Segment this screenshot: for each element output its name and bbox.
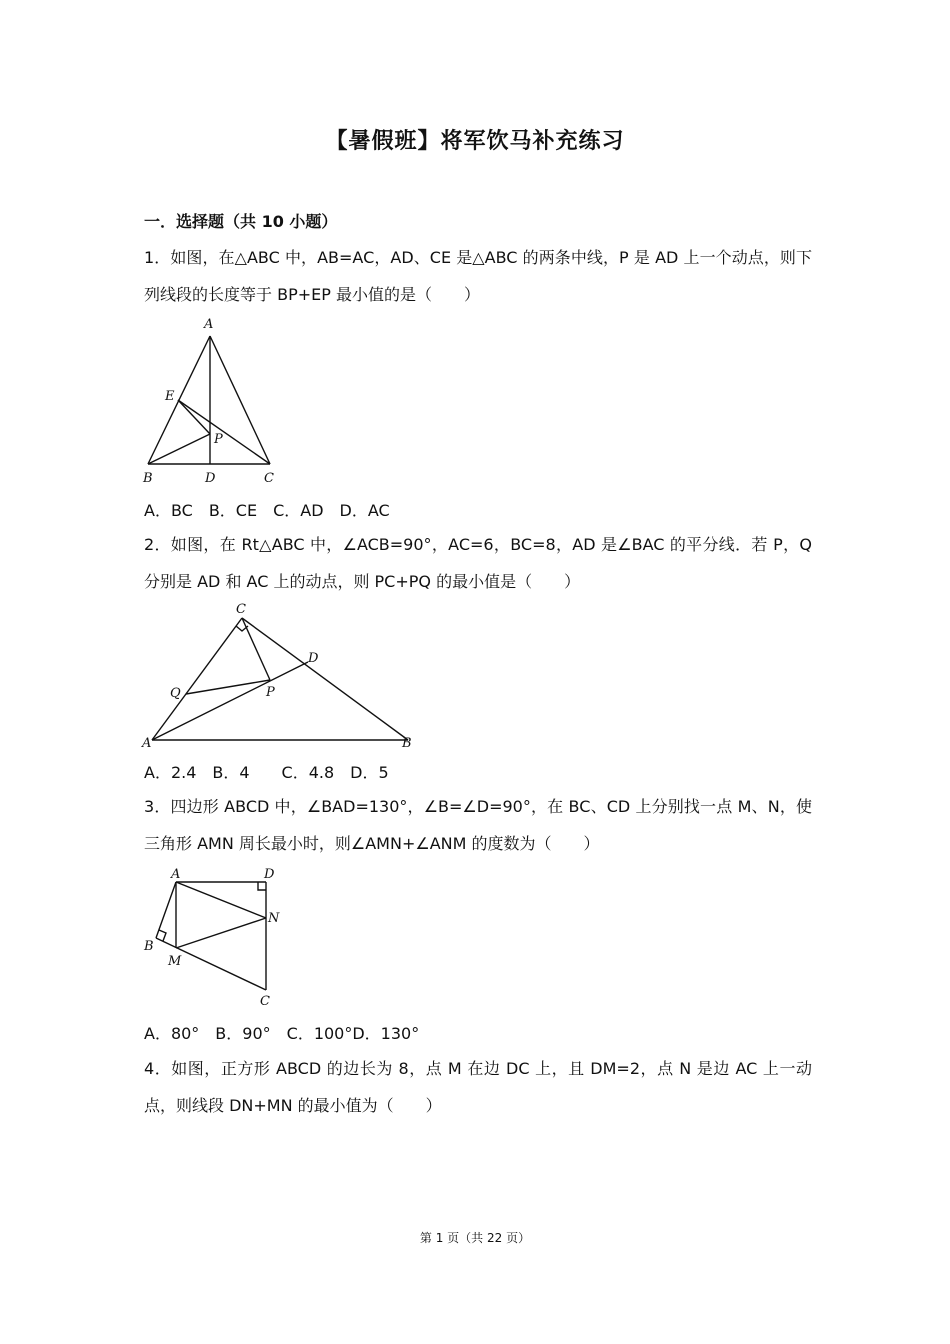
fig3-label-d: D: [264, 867, 275, 882]
question-3-stem: 3．四边形 ABCD 中，∠BAD=130°，∠B=∠D=90°，在 BC、CD 上分别找一点 M、N，使三角形 AMN 周长最小时，则∠AMN+∠ANM 的度数为（ ）: [144, 797, 812, 853]
question-1-figure: [138, 312, 288, 488]
fig3-right-angle-d: [258, 882, 266, 890]
fig1-label-d: D: [205, 471, 216, 486]
question-2-stem: 2．如图，在 Rt△ABC 中，∠ACB=90°，AC=6，BC=8，AD 是∠BAC 的平分线．若 P，Q 分别是 AD 和 AC 上的动点，则 PC+PQ 的最小值是（ ）: [144, 535, 812, 591]
fig1-label-p: P: [214, 432, 223, 447]
fig1-label-e: E: [165, 389, 175, 404]
fig3-segment-an: [176, 882, 266, 918]
fig1-label-a: A: [204, 317, 214, 332]
question-3-figure: [138, 862, 298, 1010]
page-title: 【暑假班】将军饮马补充练习: [325, 129, 625, 154]
fig3-segment-mn: [176, 918, 266, 948]
fig2-label-p: P: [266, 685, 275, 700]
fig3-segment-ab: [156, 882, 176, 938]
fig2-label-a: A: [142, 736, 152, 751]
page-footer: 第 1 页（共 22 页）: [419, 1231, 531, 1245]
fig3-label-a: A: [171, 867, 181, 882]
fig1-segment-ce: [178, 400, 270, 464]
fig3-label-b: B: [144, 939, 154, 954]
fig3-label-n: N: [268, 911, 280, 926]
section-heading: 一．选择题（共 10 小题）: [144, 212, 338, 231]
fig2-label-b: B: [402, 736, 412, 751]
fig2-label-q: Q: [170, 686, 181, 701]
question-2-figure: [138, 598, 428, 756]
fig1-label-b: B: [143, 471, 153, 486]
fig1-segment-bp: [148, 434, 210, 464]
fig2-segment-cb: [242, 618, 408, 740]
question-4-stem: 4．如图，正方形 ABCD 的边长为 8，点 M 在边 DC 上，且 DM=2，点 N 是边 AC 上一动点，则线段 DN+MN 的最小值为（ ）: [144, 1059, 812, 1115]
question-3-options: A．80° B．90° C．100°D．130°: [144, 1024, 420, 1043]
fig2-label-d: D: [308, 651, 319, 666]
fig2-segment-ad: [152, 662, 308, 740]
fig1-label-c: C: [264, 471, 274, 486]
fig1-segment-ep: [178, 400, 210, 434]
fig3-label-c: C: [260, 994, 270, 1009]
question-2-options: A．2.4 B．4 C．4.8 D．5: [144, 763, 389, 782]
question-1-options: A．BC B．CE C．AD D．AC: [144, 501, 390, 520]
fig3-label-m: M: [168, 954, 182, 969]
fig2-segment-ac: [152, 618, 242, 740]
fig2-label-c: C: [236, 602, 246, 617]
question-1-stem: 1．如图，在△ABC 中，AB=AC，AD、CE 是△ABC 的两条中线，P 是 AD 上一个动点，则下列线段的长度等于 BP+EP 最小值的是（ ）: [144, 248, 812, 304]
